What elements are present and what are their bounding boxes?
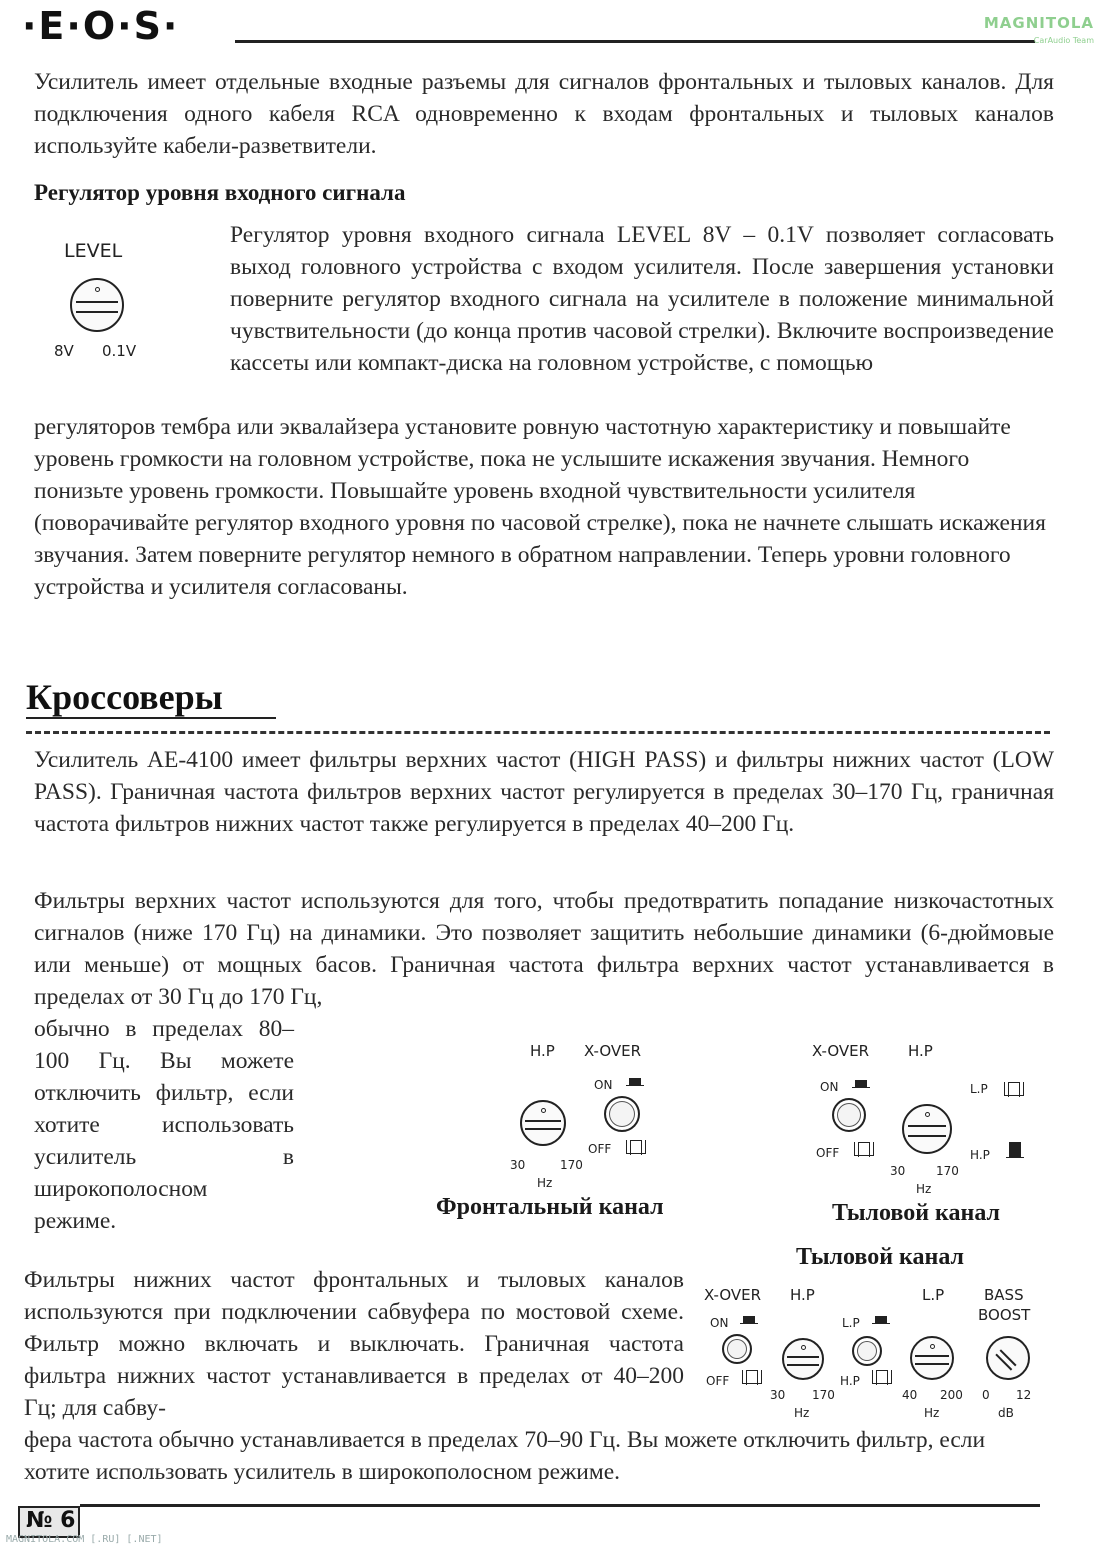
rear2-bass-boost-knob-icon (986, 1336, 1030, 1380)
front-switch-on-icon (626, 1078, 644, 1086)
front-xover-label: X-OVER (584, 1042, 642, 1060)
header-rule (235, 40, 1035, 43)
crossover-heading: Кроссоверы (26, 677, 223, 717)
rear2-hp-unit-label: Hz (794, 1406, 810, 1420)
rear2-bb-min-label: 0 (982, 1388, 990, 1402)
front-off-label: OFF (588, 1142, 612, 1156)
rear2-db-unit-label: dB (998, 1406, 1014, 1420)
brand-logo: ·E·O·S· (22, 4, 180, 48)
level-knob-icon (70, 278, 124, 332)
rear-switch-on-icon (852, 1080, 870, 1088)
intro-paragraph: Усилитель имеет отдельные входные разъемы для сигналов фронтальных и тыловых каналов. Для подключения одного кабеля RCA одновременно к входам фронтальных и тыловых каналов используйте кабели-разветвители. (34, 69, 1054, 159)
level-paragraph-wrapped: Регулятор уровня входного сигнала LEVEL 8V – 0.1V позволяет согласовать выход головного устройства с входом усилителя. После завершения установки поверните регулятор входного сигнала на усилителе в положение минимальной чувствительности (до конца против часовой стрелки). Включите воспроизведение кассеты или компакт-диска на головном устройстве, с помощью (230, 222, 1054, 376)
front-min-label: 30 (510, 1158, 526, 1172)
rear-min-label: 30 (890, 1164, 906, 1178)
rear2-bb-max-label: 12 (1016, 1388, 1032, 1402)
rear2-hp-label: H.P (790, 1286, 815, 1304)
level-title: LEVEL (64, 240, 123, 262)
rear2-lp-sw-label: L.P (842, 1316, 860, 1330)
rear2-off-label: OFF (706, 1374, 730, 1388)
rear-lp-sw-label: L.P (970, 1082, 988, 1096)
level-diagram (50, 238, 190, 363)
page-number: № 6 (26, 1508, 76, 1533)
heading-dashed-rule (26, 731, 1050, 734)
rear2-xover-label: X-OVER (704, 1286, 762, 1304)
rear2-lp-max-label: 200 (940, 1388, 963, 1402)
front-xover-button-icon (604, 1096, 640, 1132)
rear-hp-sw-label: H.P (970, 1148, 990, 1162)
rear-on-label: ON (820, 1080, 839, 1094)
rear-hp-switch-icon (1006, 1142, 1024, 1158)
rear-lp-switch-icon (1004, 1082, 1024, 1096)
rear2-lp-button-icon (852, 1336, 882, 1366)
rear-channel-caption: Тыловой канал (832, 1200, 1001, 1226)
crossover-paragraph-3-full: фера частота обычно устанавливается в пределах 70–90 Гц. Вы можете отключить фильтр, если хотите использовать усилитель в широкополосном режиме. (24, 1427, 986, 1485)
front-hp-label: H.P (530, 1042, 555, 1060)
rear2-hp-switch-off-icon (872, 1370, 892, 1384)
rear2-lp-min-label: 40 (902, 1388, 918, 1402)
rear2-bass-label: BASS (984, 1286, 1024, 1304)
level-max-label: 0.1V (102, 342, 137, 360)
front-switch-off-icon (626, 1140, 646, 1154)
level-paragraph-full: регуляторов тембра или эквалайзера установите ровную частотную характеристику и повышайте уровень громкости на головном устройстве, пока не услышите искажения звучания. Немного понизьте уровень громкости. Повышайте уровень входной чувствительности усилителя (поворачивайте регулятор входного уровня по часовой стрелке), пока не начнете слышать искажения звучания. Затем поверните регулятор немного в обратном направлении. Теперь уровни головного устройства и усилителя согласованы. (34, 414, 1046, 600)
rear-switch-off-icon (854, 1142, 874, 1156)
rear-channel-diagram-2 (700, 1282, 1050, 1422)
front-channel-caption: Фронтальный канал (436, 1194, 664, 1220)
rear2-lp-knob-icon (910, 1336, 954, 1380)
level-heading: Регулятор уровня входного сигнала (34, 180, 406, 205)
rear-off-label: OFF (816, 1146, 840, 1160)
rear2-lp-label: L.P (922, 1286, 945, 1304)
rear2-boost-label: BOOST (978, 1306, 1031, 1324)
crossover-paragraph-3-wrapped: Фильтры нижних частот фронтальных и тыловых каналов используются при подключении сабвуфера по мостовой схеме. Фильтр можно включать и выключать. Граничная частота фильтра нижних частот устанавливается в пределах от 40–200 Гц; для сабву- (24, 1267, 684, 1421)
rear-xover-button-icon (832, 1098, 866, 1132)
heading-underline (26, 717, 276, 719)
rear2-switch-on-icon (740, 1316, 758, 1324)
rear2-hp-knob-icon (782, 1338, 824, 1380)
rear2-switch-off-icon (742, 1370, 762, 1384)
rear2-hp-sw-label: H.P (840, 1374, 860, 1388)
rear2-on-label: ON (710, 1316, 729, 1330)
front-unit-label: Hz (537, 1176, 553, 1190)
crossover-paragraph-1: Усилитель AE-4100 имеет фильтры верхних частот (HIGH PASS) и фильтры нижних частот (LOW PASS). Граничная частота фильтров верхних частот регулируется в пределах 30–170 Гц, граничная частота фильтров нижних частот также регулируется в пределах 40–200 Гц. (34, 747, 1054, 837)
rear2-hp-min-label: 30 (770, 1388, 786, 1402)
rear2-lp-switch-on-icon (872, 1316, 890, 1324)
rear-hp-label: H.P (908, 1042, 933, 1060)
rear-channel-caption-2: Тыловой канал (796, 1244, 965, 1270)
front-on-label: ON (594, 1078, 613, 1092)
rear-xover-label: X-OVER (812, 1042, 870, 1060)
rear-channel-diagram (810, 1036, 1050, 1196)
front-hp-knob-icon (520, 1100, 566, 1146)
footer-watermark: MAGNITOLA.COM [.RU] [.NET] (6, 1534, 163, 1545)
watermark: MAGNITOLA (983, 14, 1094, 32)
crossover-paragraph-2: Фильтры верхних частот используются для того, чтобы предотвратить попадание низкочастотных сигналов (ниже 170 Гц) на динамики. Это позволяет защитить небольшие динамики (6-дюймовые или меньше) от мощных басов. Граничная частота фильтра верхних частот устанавливается в пределах от 30 Гц до 170 Гц, (34, 888, 1054, 1010)
rear2-lp-unit-label: Hz (924, 1406, 940, 1420)
front-max-label: 170 (560, 1158, 583, 1172)
footer-rule (80, 1504, 1040, 1507)
rear-unit-label: Hz (916, 1182, 932, 1196)
rear-hp-knob-icon (902, 1104, 952, 1154)
crossover-paragraph-2-cont: обычно в пределах 80–100 Гц. Вы можете отключить фильтр, если хотите использовать усилитель в широкополосном режиме. (34, 1016, 294, 1234)
front-channel-diagram (500, 1036, 700, 1196)
rear2-xover-button-icon (722, 1334, 752, 1364)
watermark-sub: CarAudio Team (1033, 36, 1094, 45)
rear2-hp-max-label: 170 (812, 1388, 835, 1402)
rear-max-label: 170 (936, 1164, 959, 1178)
level-min-label: 8V (54, 342, 74, 360)
